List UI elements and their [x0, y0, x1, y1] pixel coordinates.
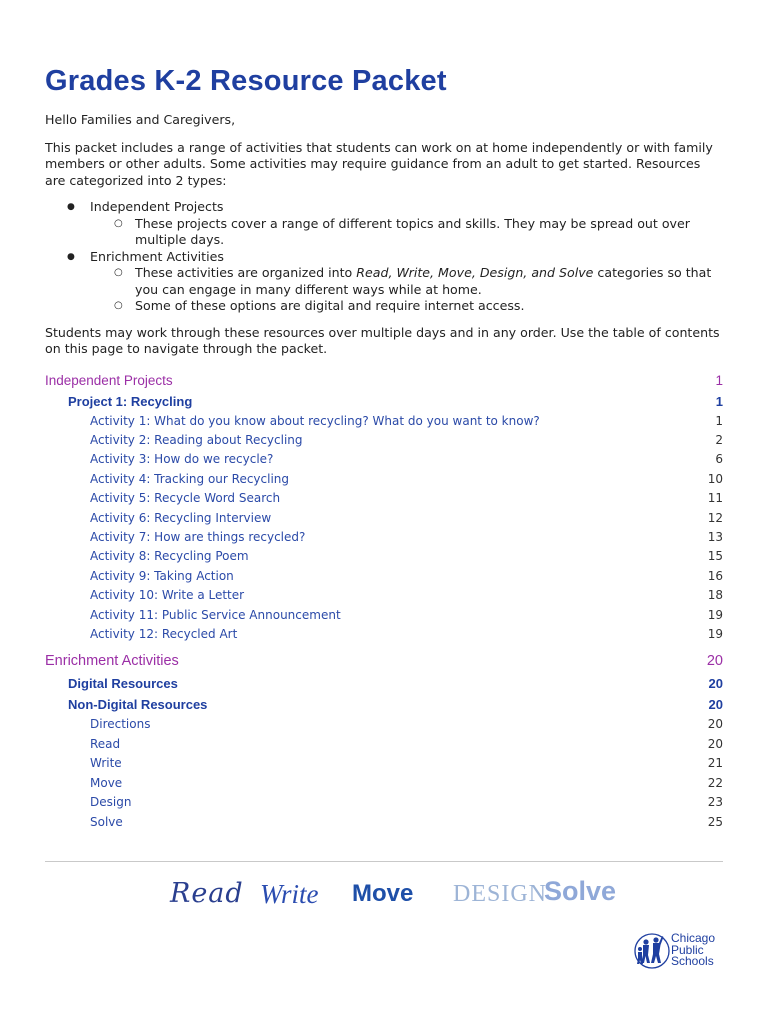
toc-entry-label: Activity 10: Write a Letter [90, 588, 245, 603]
toc-activity-list [45, 412, 723, 645]
sub-bullet: ○ These activities are organized into Read, Write, Move, Design, and Solve categories so that you can engage in many different ways while at home. [90, 265, 723, 298]
banner-write: Write [260, 879, 319, 909]
toc-entry-activity[interactable] [45, 412, 723, 431]
bullet-label: Enrichment Activities [90, 248, 224, 264]
toc-entry-label: Directions [90, 717, 151, 732]
toc-entry-page: 11 [707, 491, 723, 506]
toc-entry-label: Activity 2: Reading about Recycling [90, 432, 303, 447]
toc-entry-page: 22 [707, 775, 723, 790]
toc-entry-label: Activity 1: What do you know about recycling? What do you want to know? [90, 413, 540, 428]
toc-entry-page: 23 [707, 795, 723, 810]
banner-design: DESIGN [453, 881, 547, 907]
banner-solve: Solve [544, 876, 617, 906]
toc-entry-subitem[interactable] [45, 715, 723, 735]
cps-logo [632, 930, 732, 974]
toc-entry-page: 6 [715, 452, 723, 467]
toc-entry-label: Activity 6: Recycling Interview [90, 510, 272, 525]
toc-entry-page: 2 [715, 432, 723, 447]
toc-entry-subitem[interactable] [45, 774, 723, 794]
toc-entry-activity[interactable] [45, 528, 723, 547]
banner-read: Read [170, 878, 244, 909]
logo-text: Chicago Public Schools [671, 931, 716, 968]
toc-entry-subitem[interactable] [45, 754, 723, 774]
toc-entry-label: Activity 4: Tracking our Recycling [90, 471, 290, 486]
toc-entry-label: Read [90, 736, 121, 751]
toc-entry-page: 19 [707, 626, 723, 641]
toc-entry-page: 20 [707, 717, 723, 732]
toc-entry-page: 12 [707, 510, 723, 525]
intro-paragraph: This packet includes a range of activities that students can work on at home independently or with family members or other adults. Some activities may require guidance from an adult to get started. Resources are categorized into 2 types: [45, 139, 713, 188]
sub-bullet: ○ These projects cover a range of different topics and skills. They may be spread out over multiple days. [90, 216, 723, 249]
toc-entry-page: 1 [715, 413, 723, 428]
closing-paragraph: Students may work through these resources over multiple days and in any order. Use the table of contents on this page to navigate through the packet. [45, 324, 720, 356]
toc-entry-activity[interactable] [45, 450, 723, 469]
toc-entry-activity[interactable] [45, 489, 723, 508]
sub-bullet: ○ Some of these options are digital and require internet access. [90, 298, 723, 315]
toc-entry-label: Design [90, 795, 132, 810]
toc-entry-activity[interactable] [45, 509, 723, 528]
toc-entry-independent-projects[interactable]: Independent Projects 1 [45, 372, 723, 388]
toc-entry-activity[interactable] [45, 547, 723, 566]
toc-entry-digital-resources[interactable]: Digital Resources 20 [68, 676, 723, 692]
toc-entry-page: 15 [707, 549, 723, 564]
toc-subitem-list [45, 715, 723, 832]
toc-entry-label: Activity 12: Recycled Art [90, 626, 238, 641]
document-page [45, 60, 723, 832]
toc-entry-subitem[interactable] [45, 813, 723, 833]
toc-entry-non-digital-resources[interactable]: Non-Digital Resources 20 [68, 697, 723, 713]
toc-entry-project-1[interactable]: Project 1: Recycling 1 [68, 393, 723, 409]
toc-entry-subitem[interactable] [45, 735, 723, 755]
toc-entry-activity[interactable] [45, 586, 723, 605]
bullet-enrichment-activities [45, 249, 723, 315]
children-silhouette-icon [632, 930, 672, 972]
bullet-independent-projects [45, 199, 723, 249]
toc-entry-label: Activity 9: Taking Action [90, 568, 234, 583]
toc-entry-activity[interactable] [45, 470, 723, 489]
toc-entry-activity[interactable] [45, 431, 723, 450]
bullet-label: Independent Projects [90, 199, 224, 214]
toc-entry-page: 18 [707, 588, 723, 603]
toc-entry-page: 10 [707, 471, 723, 486]
toc-entry-label: Activity 11: Public Service Announcement [90, 607, 341, 622]
toc-entry-page: 16 [707, 568, 723, 583]
toc-entry-activity[interactable] [45, 625, 723, 644]
toc-entry-activity[interactable] [45, 606, 723, 625]
toc-entry-page: 13 [707, 529, 723, 544]
banner-move: Move [352, 880, 414, 907]
divider [45, 861, 723, 862]
toc-entry-label: Activity 8: Recycling Poem [90, 549, 249, 564]
toc-entry-enrichment-activities[interactable]: Enrichment Activities 20 [45, 653, 723, 670]
category-names: Read, Write, Move, Design, and Solve [356, 265, 594, 280]
table-of-contents [45, 371, 723, 833]
toc-entry-label: Write [90, 756, 122, 771]
toc-entry-label: Activity 5: Recycle Word Search [90, 491, 281, 506]
greeting: Hello Families and Caregivers, [45, 112, 236, 127]
toc-entry-label: Solve [90, 814, 123, 829]
category-banner [0, 870, 768, 920]
toc-entry-label: Activity 3: How do we recycle? [90, 452, 274, 467]
toc-entry-activity[interactable] [45, 567, 723, 586]
toc-entry-label: Move [90, 775, 123, 790]
toc-entry-page: 19 [707, 607, 723, 622]
toc-entry-page: 20 [707, 736, 723, 751]
toc-entry-page: 25 [707, 814, 723, 829]
toc-entry-subitem[interactable] [45, 793, 723, 813]
page-title: Grades K-2 Resource Packet [45, 65, 447, 97]
resource-types-list [45, 199, 723, 315]
toc-entry-label: Activity 7: How are things recycled? [90, 529, 306, 544]
toc-entry-page: 21 [707, 756, 723, 771]
